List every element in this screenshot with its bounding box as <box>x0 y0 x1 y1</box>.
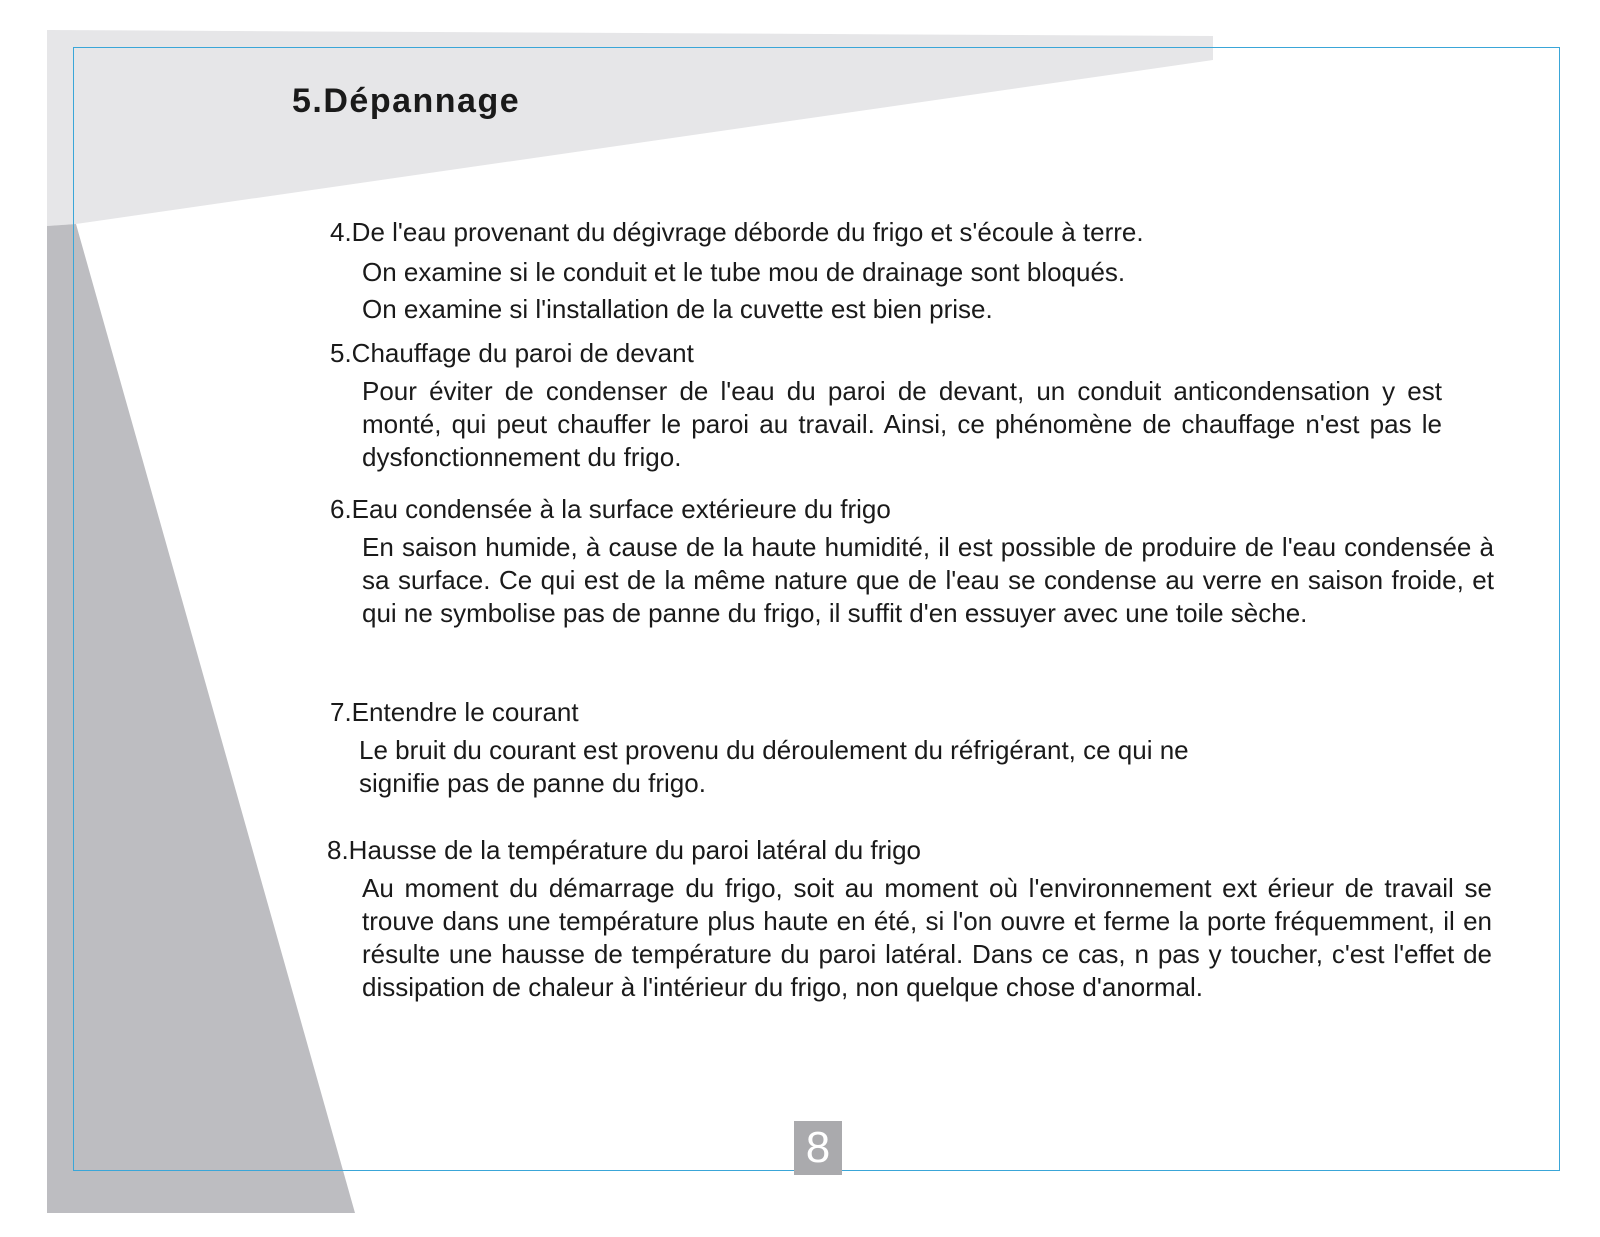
page-title: 5.Dépannage <box>292 82 521 120</box>
item-body: En saison humide, à cause de la haute humidité, il est possible de produire de l'eau condensée à sa surface. Ce qui est de la même nature que de l'eau se condense au verre en saison froide, et qui ne symbolise pas de panne du frigo, il suffit d'en essuyer avec une toile sèche. <box>362 532 1494 628</box>
item-line: On examine si l'installation de la cuvette est bien prise. <box>362 294 993 324</box>
page-number: 8 <box>794 1121 842 1175</box>
item-body: Pour éviter de condenser de l'eau du paroi de devant, un conduit anticondensation y est monté, qui peut chauffer le paroi au travail. Ainsi, ce phénomène de chauffage n'est pas le dysfonctionnement du frigo. <box>362 376 1442 472</box>
troubleshoot-item-6 <box>330 493 1494 630</box>
troubleshoot-item-5 <box>330 337 1490 474</box>
item-line: On examine si le conduit et le tube mou de drainage sont bloqués. <box>362 257 1126 287</box>
item-body: Au moment du démarrage du frigo, soit au moment où l'environnement ext érieur de travail se trouve dans une température plus haute en été, si l'on ouvre et ferme la porte fréquemment, il en résulte une hausse de température du paroi latéral. Dans ce cas, n pas y toucher, c'est l'effet de dissipation de chaleur à l'intérieur du frigo, non quelque chose d'anormal. <box>362 873 1492 1002</box>
troubleshoot-item-4 <box>330 216 1490 328</box>
item-body <box>359 734 1490 800</box>
troubleshoot-item-8 <box>327 834 1492 1004</box>
item-heading: 4.De l'eau provenant du dégivrage déborde du frigo et s'écoule à terre. <box>330 217 1144 247</box>
item-heading: 8.Hausse de la température du paroi latéral du frigo <box>327 835 922 865</box>
item-heading: 5.Chauffage du paroi de devant <box>330 338 694 368</box>
troubleshoot-item-7 <box>330 696 1490 800</box>
item-heading: 6.Eau condensée à la surface extérieure du frigo <box>330 494 891 524</box>
item-heading: 7.Entendre le courant <box>330 697 579 727</box>
item-body <box>362 254 1490 328</box>
item-line: signifie pas de panne du frigo. <box>359 768 706 798</box>
item-line: Le bruit du courant est provenu du déroulement du réfrigérant, ce qui ne <box>359 735 1189 765</box>
